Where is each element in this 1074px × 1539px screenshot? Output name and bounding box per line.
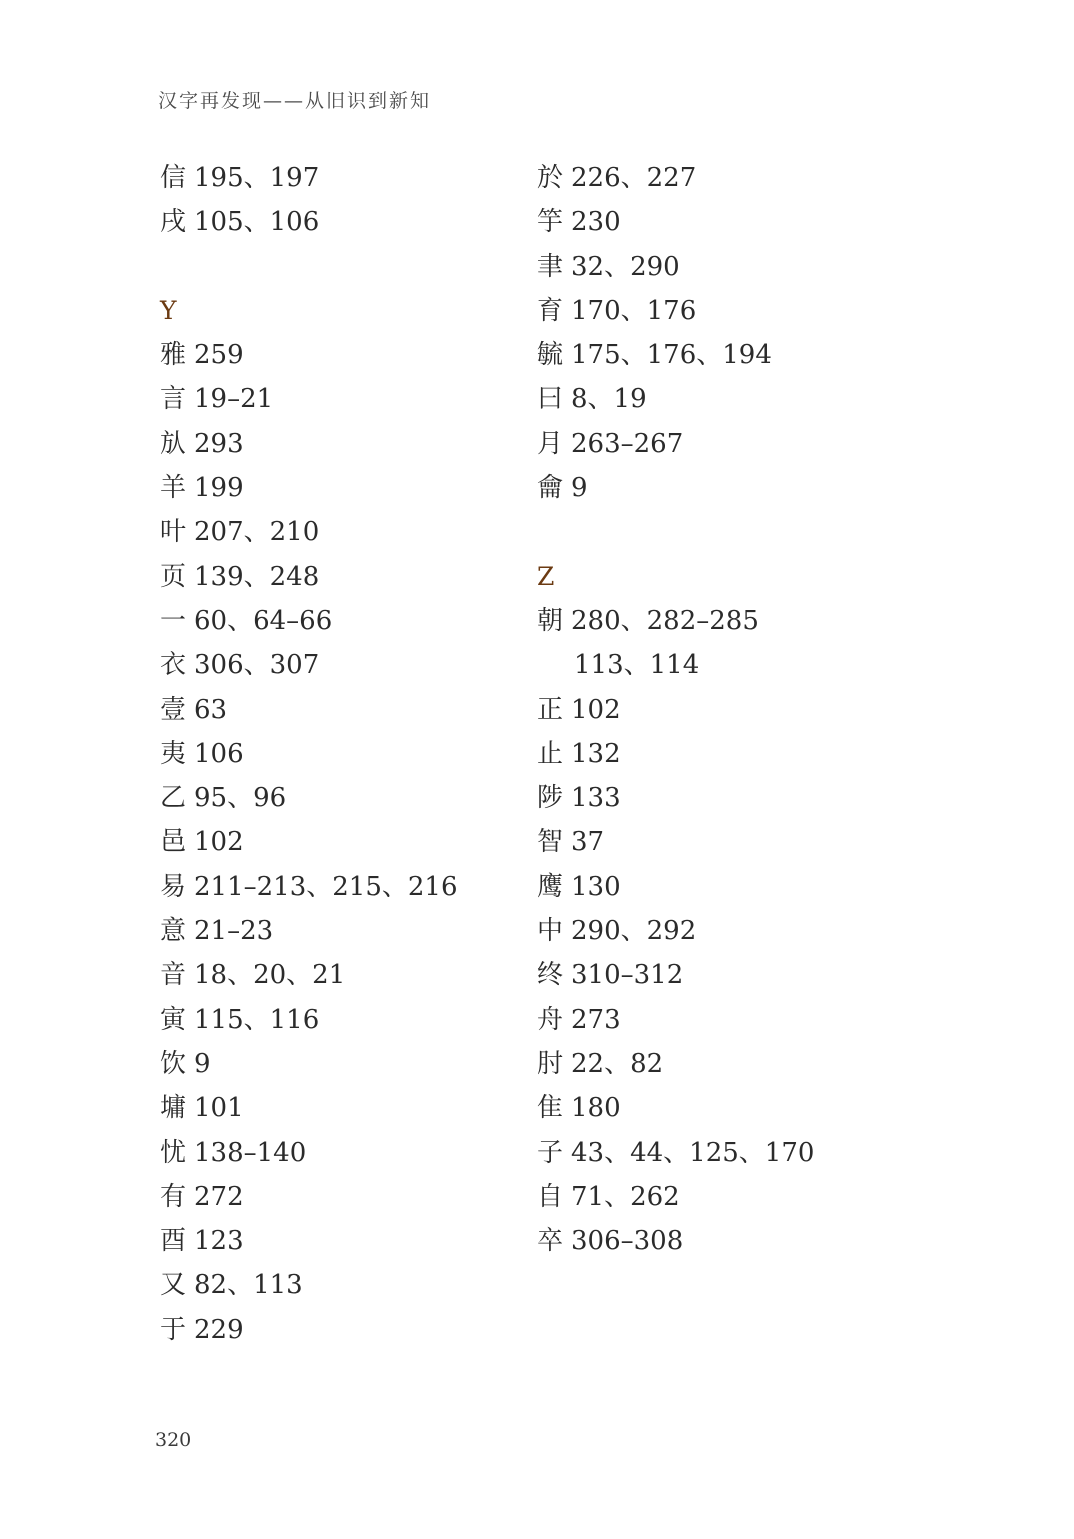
index-entry-continuation: 113、114 xyxy=(574,650,700,681)
index-entry-character: 曰 xyxy=(537,384,564,415)
index-entry xyxy=(160,156,520,200)
index-entry-pages: 101 xyxy=(194,1093,244,1124)
index-entry xyxy=(537,1131,897,1175)
index-entry xyxy=(537,998,897,1042)
index-entry-character: 寅 xyxy=(160,1004,187,1035)
index-entry xyxy=(160,333,520,377)
index-entry-pages: 133 xyxy=(571,783,621,814)
index-entry-pages: 272 xyxy=(194,1181,244,1212)
index-entry-character: 自 xyxy=(537,1181,564,1212)
index-entry-pages: 139、248 xyxy=(194,561,320,592)
index-entry-character: 又 xyxy=(160,1270,187,1301)
index-entry xyxy=(160,1086,520,1130)
index-entry-character: 中 xyxy=(537,916,564,947)
index-entry-pages: 60、64–66 xyxy=(194,605,333,636)
index-entry-character: 毓 xyxy=(537,340,564,371)
index-entry-character: 乙 xyxy=(160,783,187,814)
index-entry-character: 育 xyxy=(537,295,564,326)
index-entry xyxy=(537,732,897,776)
index-entry-character: 羊 xyxy=(160,473,187,504)
index-entry-character: 朝 xyxy=(537,605,564,636)
index-entry-pages: 18、20、21 xyxy=(194,960,346,991)
index-entry xyxy=(160,466,520,510)
running-header: 汉字再发现——从旧识到新知 xyxy=(158,90,432,112)
index-entry xyxy=(537,156,897,200)
index-entry xyxy=(160,732,520,776)
index-entry-character: 信 xyxy=(160,163,187,193)
index-entry-character: 龠 xyxy=(537,473,564,504)
blank-line xyxy=(160,245,520,289)
index-entry-pages: 273 xyxy=(571,1004,621,1035)
index-entry xyxy=(537,1086,897,1130)
index-entry xyxy=(160,1219,520,1263)
index-entry-pages: 82、113 xyxy=(194,1270,303,1301)
index-entry-pages: 130 xyxy=(571,871,621,902)
index-entry-character: 易 xyxy=(160,871,187,902)
index-entry-pages: 263–267 xyxy=(571,428,684,459)
section-letter: Y xyxy=(160,295,177,325)
index-entry-character: 月 xyxy=(537,428,564,459)
index-entry xyxy=(537,865,897,909)
index-entry xyxy=(160,1042,520,1086)
index-entry-character: 止 xyxy=(537,738,564,769)
index-entry-character: 有 xyxy=(160,1181,187,1212)
index-entry-pages: 22、82 xyxy=(571,1048,664,1079)
index-entry-pages: 211–213、215、216 xyxy=(194,871,458,902)
index-entry-character: 陟 xyxy=(537,783,564,814)
index-entry xyxy=(537,422,897,466)
index-entry xyxy=(160,200,520,244)
index-entry-pages: 229 xyxy=(194,1314,244,1345)
index-entry-pages: 132 xyxy=(571,738,621,769)
index-entry xyxy=(160,643,520,687)
index-entry-character: 竽 xyxy=(537,207,564,238)
index-entry xyxy=(160,998,520,1042)
index-entry-character: 页 xyxy=(160,561,187,592)
section-letter: Z xyxy=(537,561,555,591)
index-entry xyxy=(537,1042,897,1086)
blank-line xyxy=(537,510,897,554)
index-entry-pages: 102 xyxy=(194,827,244,858)
index-entry xyxy=(537,333,897,377)
index-entry-pages: 95、96 xyxy=(194,783,287,814)
index-entry-character: 一 xyxy=(160,605,187,636)
index-entry xyxy=(537,200,897,244)
index-entry-character: 意 xyxy=(160,916,187,947)
index-entry-character: 子 xyxy=(537,1137,564,1168)
index-entry xyxy=(160,1308,520,1352)
index-entry-character: 酉 xyxy=(160,1226,187,1257)
index-entry-character: 智 xyxy=(537,827,564,858)
index-entry xyxy=(537,953,897,997)
index-entry-character: 墉 xyxy=(160,1093,187,1124)
index-entry xyxy=(537,245,897,289)
index-entry-character: 隹 xyxy=(537,1093,564,1124)
page-number: 320 xyxy=(155,1429,192,1451)
index-entry-pages: 37 xyxy=(571,827,605,858)
index-entry xyxy=(160,953,520,997)
index-entry-pages: 63 xyxy=(194,694,228,725)
index-entry-character: 於 xyxy=(537,163,564,193)
index-entry-character: 雅 xyxy=(160,340,187,371)
index-entry-character: 终 xyxy=(537,960,564,991)
index-entry xyxy=(160,555,520,599)
index-entry-character: 戌 xyxy=(160,207,187,238)
index-entry-pages: 306、307 xyxy=(194,650,320,681)
index-entry-pages: 102 xyxy=(571,694,621,725)
index-entry xyxy=(160,1131,520,1175)
index-entry-pages: 19–21 xyxy=(194,384,274,415)
index-entry-pages: 230 xyxy=(571,207,621,238)
index-entry-character: 叶 xyxy=(160,517,187,548)
index-entry-character: 㫃 xyxy=(160,428,187,459)
index-entry-character: 壹 xyxy=(160,694,187,725)
index-entry xyxy=(160,599,520,643)
index-entry-character: 言 xyxy=(160,384,187,415)
index-entry-pages: 175、176、194 xyxy=(571,340,772,371)
index-column-left xyxy=(160,156,520,1352)
index-entry xyxy=(537,289,897,333)
index-entry-pages: 226、227 xyxy=(571,163,697,193)
index-entry-character: 正 xyxy=(537,694,564,725)
index-entry xyxy=(537,909,897,953)
index-entry xyxy=(160,909,520,953)
index-entry-pages: 106 xyxy=(194,738,244,769)
index-entry-character: 饮 xyxy=(160,1048,187,1079)
index-entry-character: 舟 xyxy=(537,1004,564,1035)
index-entry-character: 卒 xyxy=(537,1226,564,1257)
index-entry xyxy=(160,1263,520,1307)
index-column-right xyxy=(537,156,897,1263)
index-entry-pages: 280、282–285 xyxy=(571,605,759,636)
index-entry xyxy=(537,820,897,864)
index-entry-character: 衣 xyxy=(160,650,187,681)
index-entry-pages: 207、210 xyxy=(194,517,320,548)
index-entry xyxy=(160,422,520,466)
index-entry-character: 邑 xyxy=(160,827,187,858)
index-entry-pages: 71、262 xyxy=(571,1181,680,1212)
index-entry-pages: 9 xyxy=(571,473,588,504)
index-entry-pages: 293 xyxy=(194,428,244,459)
index-entry-character: 鹰 xyxy=(537,871,564,902)
index-entry-character: 肘 xyxy=(537,1048,564,1079)
index-entry-character: 夷 xyxy=(160,738,187,769)
index-entry-pages: 9 xyxy=(194,1048,211,1079)
index-entry xyxy=(537,377,897,421)
index-entry xyxy=(160,865,520,909)
index-entry-character: 聿 xyxy=(537,251,564,282)
index-entry-pages: 123 xyxy=(194,1226,244,1257)
index-entry-pages: 32、290 xyxy=(571,251,680,282)
index-entry xyxy=(160,776,520,820)
index-entry-pages: 306–308 xyxy=(571,1226,684,1257)
index-entry xyxy=(160,1175,520,1219)
index-entry xyxy=(160,688,520,732)
index-entry xyxy=(537,599,897,643)
index-entry-pages: 115、116 xyxy=(194,1004,320,1035)
index-entry-pages: 8、19 xyxy=(571,384,647,415)
index-entry-pages: 195、197 xyxy=(194,163,320,193)
index-entry-character: 音 xyxy=(160,960,187,991)
index-entry xyxy=(537,466,897,510)
index-entry-character: 于 xyxy=(160,1314,187,1345)
index-entry xyxy=(537,688,897,732)
index-entry-pages: 180 xyxy=(571,1093,621,1124)
index-entry-pages: 259 xyxy=(194,340,244,371)
index-entry-pages: 105、106 xyxy=(194,207,320,238)
index-entry-pages: 43、44、125、170 xyxy=(571,1137,815,1168)
index-entry xyxy=(160,510,520,554)
index-entry-pages: 138–140 xyxy=(194,1137,307,1168)
index-entry-pages: 310–312 xyxy=(571,960,684,991)
index-entry-pages: 21–23 xyxy=(194,916,274,947)
index-entry-pages: 290、292 xyxy=(571,916,697,947)
index-entry-pages: 170、176 xyxy=(571,295,697,326)
index-entry-pages: 199 xyxy=(194,473,244,504)
index-entry xyxy=(537,1219,897,1263)
index-entry xyxy=(160,820,520,864)
index-entry xyxy=(537,776,897,820)
index-entry-character: 忧 xyxy=(160,1137,187,1168)
index-entry xyxy=(537,1175,897,1219)
index-entry xyxy=(160,377,520,421)
